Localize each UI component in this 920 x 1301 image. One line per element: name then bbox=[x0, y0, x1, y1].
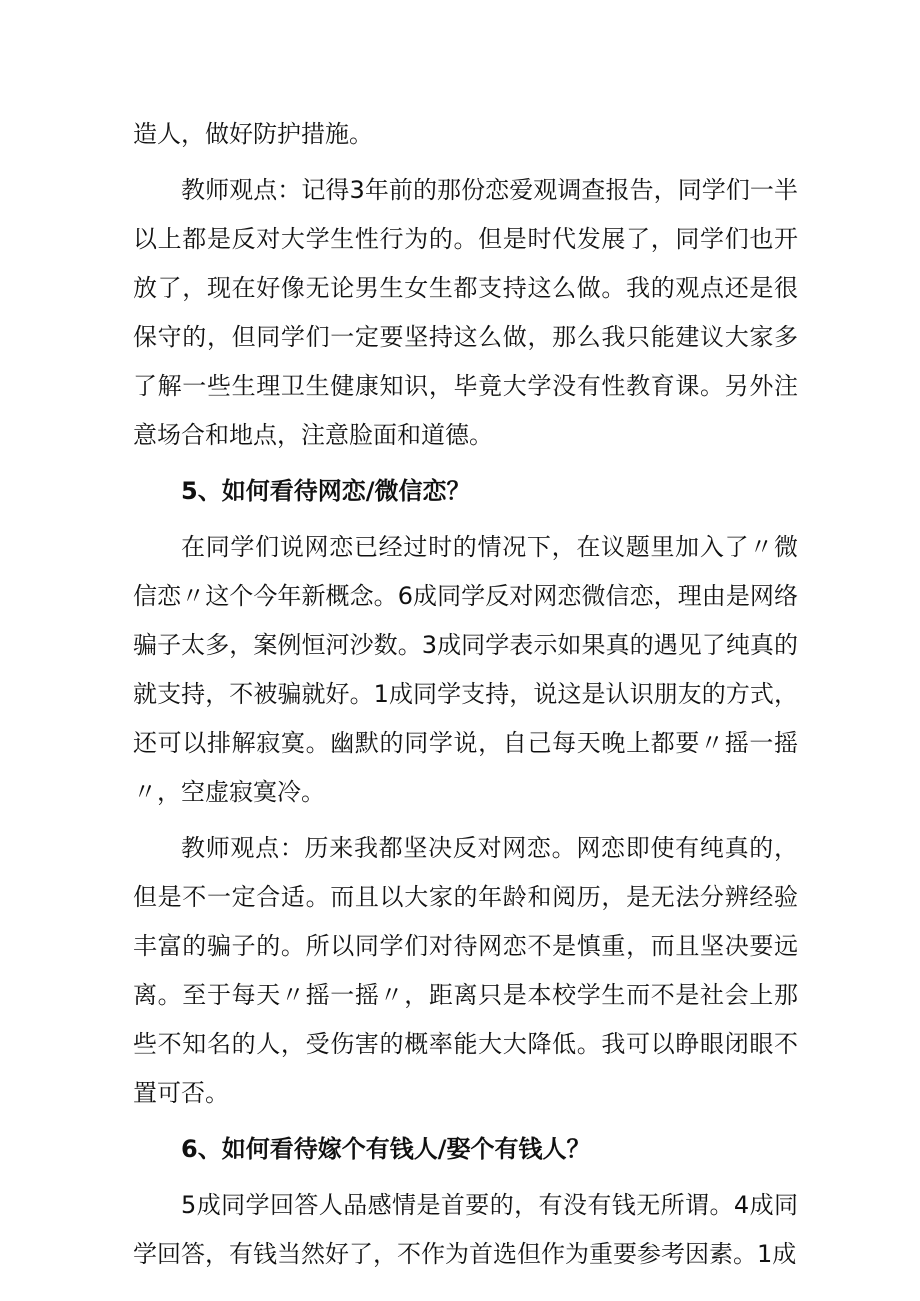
paragraph-student-views-5: 在同学们说网恋已经过时的情况下，在议题里加入了〃微信恋〃这个今年新概念。6成同学反对网恋微信恋，理由是网络骗子太多，案例恒河沙数。3成同学表示如果真的遇见了纯真的就支持，不被骗就好。1成同学支持，说这是认识朋友的方式，还可以排解寂寞。幽默的同学说，自己每天晚上都要〃摇一摇〃，空虚寂寞冷。 bbox=[133, 533, 798, 806]
paragraph-continuation: 造人，做好防护措施。 bbox=[133, 120, 373, 148]
section-heading-5: 5、如何看待网恋/微信恋？ bbox=[181, 477, 471, 505]
paragraph-teacher-view-1: 教师观点：记得3年前的那份恋爱观调查报告，同学们一半以上都是反对大学生性行为的。但是时代发展了，同学们也开放了，现在好像无论男生女生都支持这么做。我的观点还是很保守的，但同学们一定要坚持这么做，那么我只能建议大家多了解一些生理卫生健康知识，毕竟大学没有性教育课。另外注意场合和地点，注意脸面和道德。 bbox=[133, 176, 798, 449]
paragraph-teacher-view-5: 教师观点：历来我都坚决反对网恋。网恋即使有纯真的，但是不一定合适。而且以大家的年龄和阅历，是无法分辨经验丰富的骗子的。所以同学们对待网恋不是慎重，而且坚决要远离。至于每天〃摇一摇〃，距离只是本校学生而不是社会上那些不知名的人，受伤害的概率能大大降低。我可以睁眼闭眼不置可否。 bbox=[133, 834, 798, 1107]
document-body bbox=[133, 110, 798, 1286]
section-heading-6: 6、如何看待嫁个有钱人/娶个有钱人？ bbox=[181, 1135, 591, 1163]
paragraph-student-views-6: 5成同学回答人品感情是首要的，有没有钱无所谓。4成同学回答，有钱当然好了，不作为首选但作为重要参考因素。1成 bbox=[133, 1191, 798, 1268]
